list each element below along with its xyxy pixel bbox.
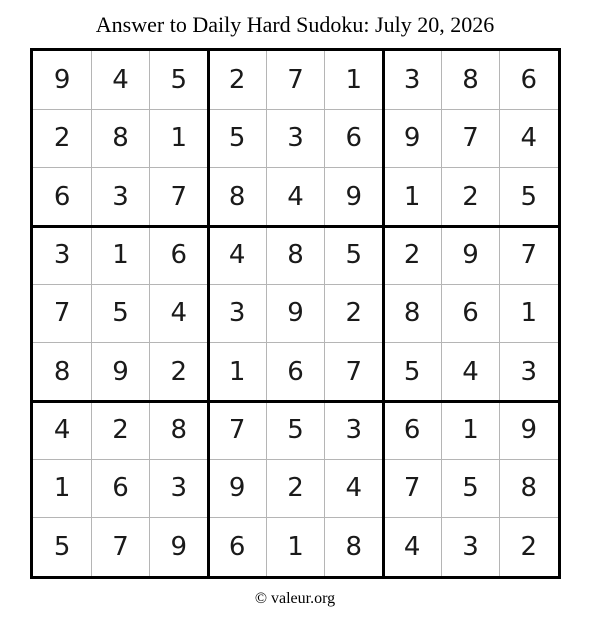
sudoku-cell: 5 xyxy=(112,298,129,329)
sudoku-board xyxy=(30,48,561,579)
sudoku-cell: 3 xyxy=(345,415,363,446)
sudoku-cell: 5 xyxy=(345,240,363,271)
sudoku-cell: 1 xyxy=(170,123,188,154)
sudoku-cell: 4 xyxy=(287,181,304,212)
sudoku-cell: 9 xyxy=(53,65,71,96)
sudoku-cell: 7 xyxy=(520,240,538,271)
sudoku-cell: 5 xyxy=(287,415,304,446)
sudoku-cell: 6 xyxy=(403,415,421,446)
sudoku-cell: 2 xyxy=(170,356,188,387)
sudoku-cell: 9 xyxy=(228,473,246,504)
sudoku-cell: 4 xyxy=(53,415,71,446)
sudoku-cell: 3 xyxy=(287,123,304,154)
sudoku-cell: 7 xyxy=(228,415,246,446)
page-title: Answer to Daily Hard Sudoku: July 20, 2026 xyxy=(95,12,495,37)
sudoku-cell: 7 xyxy=(170,181,188,212)
sudoku-cell: 4 xyxy=(170,298,188,329)
sudoku-cell: 5 xyxy=(403,356,421,387)
sudoku-cell: 2 xyxy=(345,298,363,329)
sudoku-cell: 4 xyxy=(228,240,246,271)
copyright-footer: © valeur.org xyxy=(254,590,336,607)
sudoku-cell: 8 xyxy=(462,65,479,96)
sudoku-cell: 7 xyxy=(345,356,363,387)
sudoku-cell: 8 xyxy=(520,473,538,504)
sudoku-cell: 8 xyxy=(287,240,304,271)
sudoku-cell: 8 xyxy=(403,298,421,329)
sudoku-cell: 6 xyxy=(53,181,71,212)
sudoku-cell: 6 xyxy=(228,531,246,562)
sudoku-cell: 2 xyxy=(462,181,479,212)
sudoku-cell: 1 xyxy=(228,356,246,387)
sudoku-cell: 9 xyxy=(520,415,538,446)
sudoku-cell: 1 xyxy=(345,65,363,96)
sudoku-cell: 5 xyxy=(520,181,538,212)
sudoku-cell: 9 xyxy=(112,356,129,387)
sudoku-cell: 9 xyxy=(462,240,479,271)
sudoku-cell: 4 xyxy=(112,65,129,96)
sudoku-cell: 6 xyxy=(345,123,363,154)
sudoku-cell: 2 xyxy=(53,123,71,154)
sudoku-cell: 6 xyxy=(112,473,129,504)
sudoku-cell: 5 xyxy=(170,65,188,96)
sudoku-cell: 1 xyxy=(287,531,304,562)
sudoku-cell: 3 xyxy=(112,181,129,212)
sudoku-cell: 3 xyxy=(170,473,188,504)
sudoku-cell: 8 xyxy=(112,123,129,154)
sudoku-cell: 8 xyxy=(345,531,363,562)
sudoku-cell: 1 xyxy=(462,415,479,446)
sudoku-cell: 6 xyxy=(462,298,479,329)
sudoku-cell: 7 xyxy=(462,123,479,154)
sudoku-cell: 4 xyxy=(345,473,363,504)
sudoku-cell: 6 xyxy=(520,65,538,96)
sudoku-cell: 5 xyxy=(462,473,479,504)
sudoku-cell: 7 xyxy=(287,65,304,96)
sudoku-cell: 3 xyxy=(403,65,421,96)
sudoku-cell: 6 xyxy=(287,356,304,387)
sudoku-cell: 7 xyxy=(403,473,421,504)
sudoku-cell: 1 xyxy=(112,240,129,271)
sudoku-cell: 1 xyxy=(403,181,421,212)
sudoku-cell: 7 xyxy=(53,298,71,329)
sudoku-cell: 2 xyxy=(287,473,304,504)
sudoku-cell: 4 xyxy=(462,356,479,387)
sudoku-cell: 9 xyxy=(345,181,363,212)
sudoku-cell: 7 xyxy=(112,531,129,562)
sudoku-cell: 2 xyxy=(112,415,129,446)
sudoku-cell: 2 xyxy=(403,240,421,271)
sudoku-cell: 9 xyxy=(170,531,188,562)
sudoku-cell: 1 xyxy=(53,473,71,504)
sudoku-cell: 3 xyxy=(53,240,71,271)
sudoku-cell: 4 xyxy=(403,531,421,562)
sudoku-cell: 2 xyxy=(228,65,246,96)
sudoku-cell: 3 xyxy=(228,298,246,329)
sudoku-cell: 6 xyxy=(170,240,188,271)
sudoku-cell: 8 xyxy=(53,356,71,387)
sudoku-cell: 3 xyxy=(462,531,479,562)
sudoku-cell: 4 xyxy=(520,123,538,154)
sudoku-cell: 8 xyxy=(228,181,246,212)
sudoku-cell: 3 xyxy=(520,356,538,387)
sudoku-cell: 9 xyxy=(287,298,304,329)
sudoku-cell: 8 xyxy=(170,415,188,446)
sudoku-cell: 5 xyxy=(228,123,246,154)
sudoku-cell: 2 xyxy=(520,531,538,562)
sudoku-cell: 1 xyxy=(520,298,538,329)
sudoku-cell: 9 xyxy=(403,123,421,154)
sudoku-cell: 5 xyxy=(53,531,71,562)
